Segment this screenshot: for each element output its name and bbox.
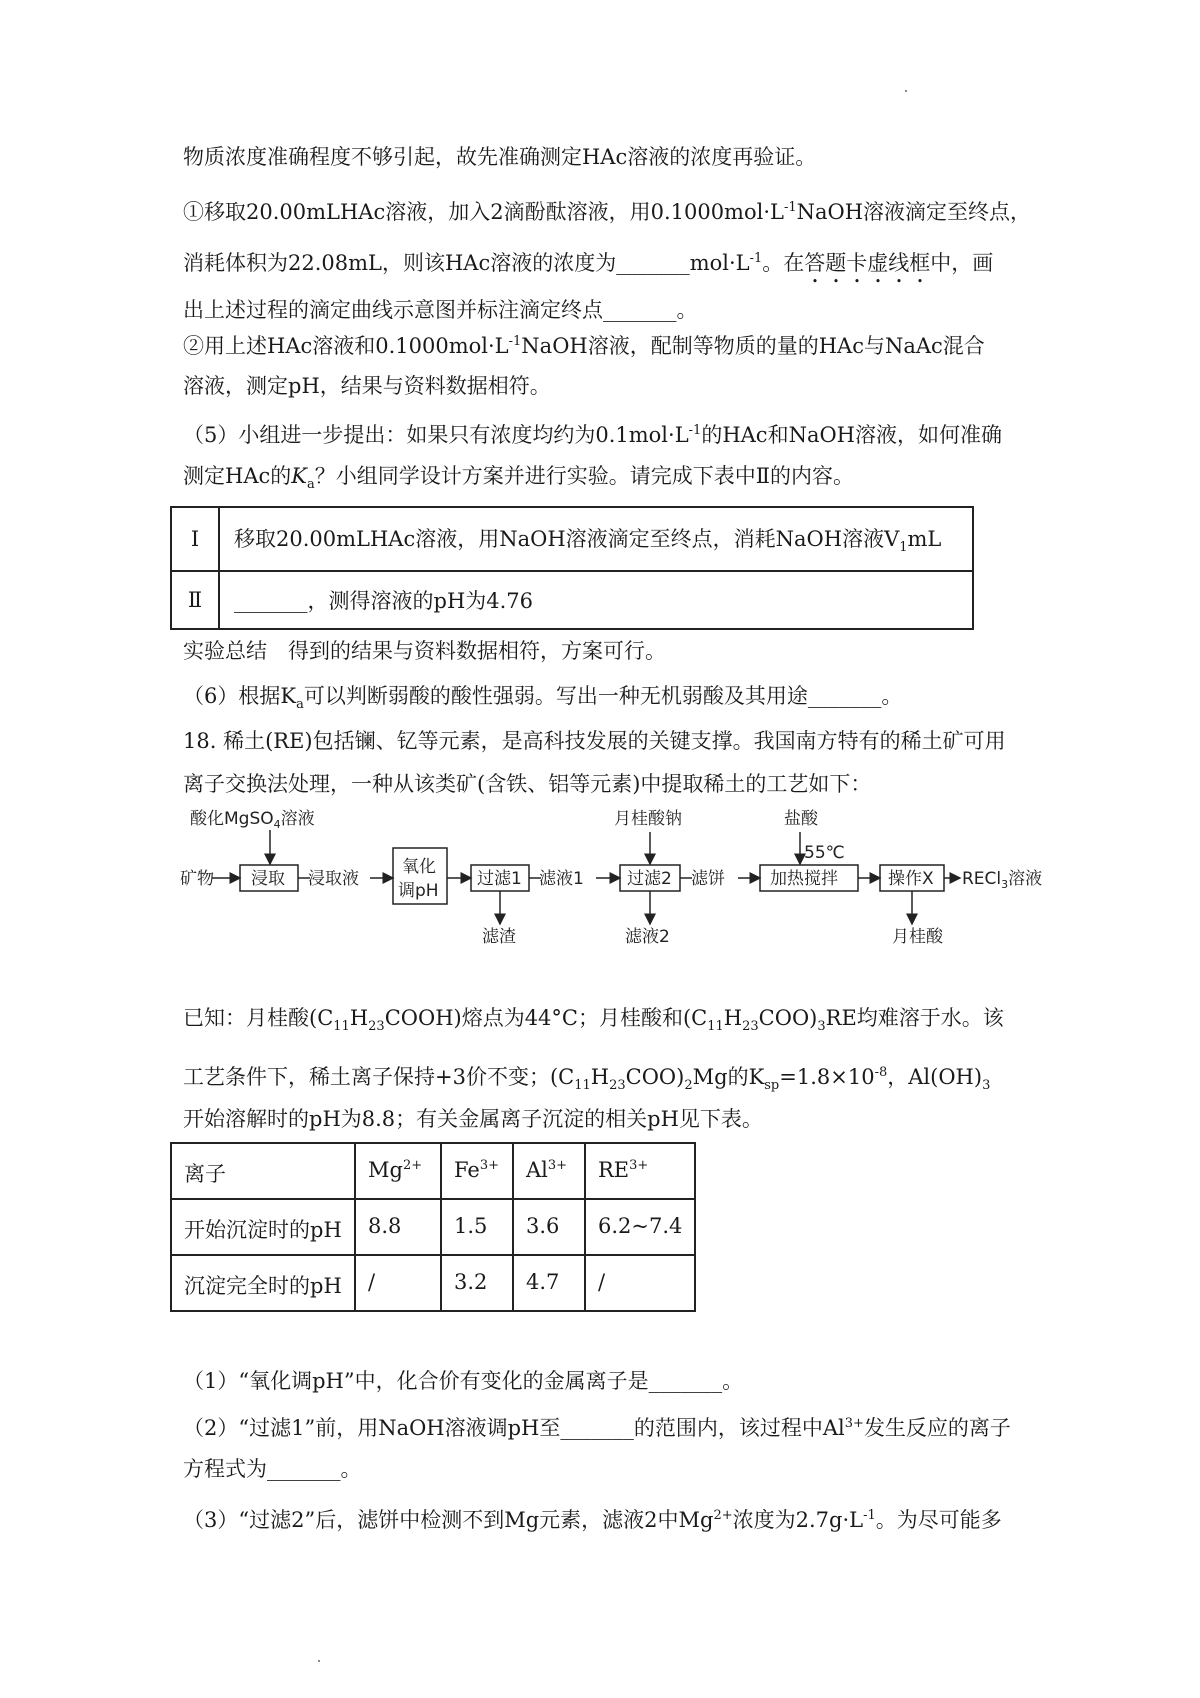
label-leachate: 浸取液 [308,869,359,889]
table-cell: 6.2~7.4 [585,1199,695,1255]
label-acid-mgso4: 酸化MgSO$_4$溶液 [190,809,315,831]
text-line: 物质浓度准确程度不够引起，故先准确测定HAc溶液的浓度再验证。 [183,145,817,169]
table-cell: 3.2 [441,1255,513,1311]
label-residue: 滤渣 [482,927,516,947]
label-leach: 浸取 [251,869,285,889]
text-line: ①移取20.00mLHAc溶液，加入2滴酚酞溶液，用$0.1000mol\cdot L^{-1}NaOH$溶液滴定至终点， [183,200,1032,224]
table-header-cell: $Al^{3+}$ [513,1143,585,1199]
table-cell: 沉淀完全时的pH [171,1255,355,1311]
question-18-2: （2）“过滤1”前，用NaOH溶液调pH至_______的范围内，该过程中$Al^{3+}$发生反应的离子 [183,1416,1011,1440]
emphasized-text: 答题卡虚线框 [804,251,931,275]
label-temperature: 55℃ [804,843,845,863]
label-filtrate2: 滤液2 [625,927,670,947]
label-sodium-laurate: 月桂酸钠 [614,809,682,829]
table-cell: 1.5 [441,1199,513,1255]
table-cell: 移取20.00mLHAc溶液，用NaOH溶液滴定至终点，消耗NaOH溶液$V_1mL$ [219,507,973,571]
table-cell: _______，测得溶液的pH为4.76 [219,571,973,629]
label-adjust-ph: 调pH [398,881,439,901]
label-lauric-acid: 月桂酸 [892,927,943,947]
table-header-cell: $Mg^{2+}$ [355,1143,441,1199]
table-cell: Ⅱ [171,571,219,629]
table-cell: 开始沉淀时的pH [171,1199,355,1255]
experiment-table [170,506,974,630]
label-filter2: 过滤2 [627,869,672,889]
scan-dot [905,90,907,92]
text-line: 测定HAc的$K_a$？小组同学设计方案并进行实验。请完成下表中Ⅱ的内容。 [183,464,854,493]
label-filter1: 过滤1 [477,869,522,889]
text-line: 实验总结 得到的结果与资料数据相符，方案可行。 [183,639,666,663]
table-cell: 4.7 [513,1255,585,1311]
label-heat-stir: 加热搅拌 [770,869,838,889]
question-18-3: （3）“过滤2”后，滤饼中检测不到Mg元素，滤液2中$Mg^{2+}$浓度为$2.7g\cdot L^{-1}$。为尽可能多 [183,1508,1002,1532]
question-18: 18. 稀土(RE)包括镧、钇等元素，是高科技发展的关键支撑。我国南方特有的稀土矿可用 [183,729,1006,753]
label-ore: 矿物 [180,869,214,889]
table-row [171,1255,695,1311]
table-cell: 8.8 [355,1199,441,1255]
label-filter-cake: 滤饼 [691,869,725,889]
table-row [171,571,973,629]
precipitation-ph-table [170,1142,696,1312]
table-header-row [171,1143,695,1199]
table-cell: Ⅰ [171,507,219,571]
table-header-cell: 离子 [171,1143,355,1199]
table-row [171,507,973,571]
question-6: （6）根据$K_a$可以判断弱酸的酸性强弱。写出一种无机弱酸及其用途_______。 [183,684,903,713]
text-line: 离子交换法处理，一种从该类矿(含铁、铝等元素)中提取稀土的工艺如下： [183,772,872,796]
label-oxidize: 氧化 [402,857,436,877]
label-filtrate1: 滤液1 [539,869,584,889]
label-operation-x: 操作X [888,869,934,889]
text-line: 开始溶解时的pH为8.8；有关金属离子沉淀的相关pH见下表。 [183,1107,763,1131]
table-cell: 3.6 [513,1199,585,1255]
text-line: 溶液，测定pH，结果与资料数据相符。 [183,374,551,398]
label-hcl: 盐酸 [784,809,818,829]
text-line: 消耗体积为22.08mL，则该HAc溶液的浓度为$\_\_\_\_\_\_\_mol\cdot L^{-1}$。在答题卡虚线框中，画 [183,251,994,275]
table-header-cell: $RE^{3+}$ [585,1143,695,1199]
scan-dot [318,1660,320,1662]
text-line: 工艺条件下，稀土离子保持+3价不变；$(C_{11}H_{23}COO)_2Mg$的$K_{sp}=1.8\times 10^{-8}$，$Al(OH)_3$ [183,1065,991,1094]
text-line: ②用上述HAc溶液和$0.1000mol\cdot L^{-1}NaOH$溶液，配制等物质的量的HAc与NaAc混合 [183,334,985,358]
table-cell: / [585,1255,695,1311]
table-row [171,1199,695,1255]
process-flow-diagram [180,800,1060,960]
label-product: RECl$_3$溶液 [962,869,1043,891]
table-header-cell: $Fe^{3+}$ [441,1143,513,1199]
table-cell: / [355,1255,441,1311]
text-line: 方程式为_______。 [183,1457,362,1481]
text-line: 已知：月桂酸$(C_{11}H_{23}COOH)$熔点为44°C；月桂酸和$(C_{11}H_{23}COO)_3RE$均难溶于水。该 [183,1006,1004,1035]
text-line: 出上述过程的滴定曲线示意图并标注滴定终点_______。 [183,298,698,322]
question-5: （5）小组进一步提出：如果只有浓度均约为$0.1mol\cdot L^{-1}$的HAc和NaOH溶液，如何准确 [183,423,1002,447]
question-18-1: （1）“氧化调pH”中，化合价有变化的金属离子是_______。 [183,1369,744,1393]
